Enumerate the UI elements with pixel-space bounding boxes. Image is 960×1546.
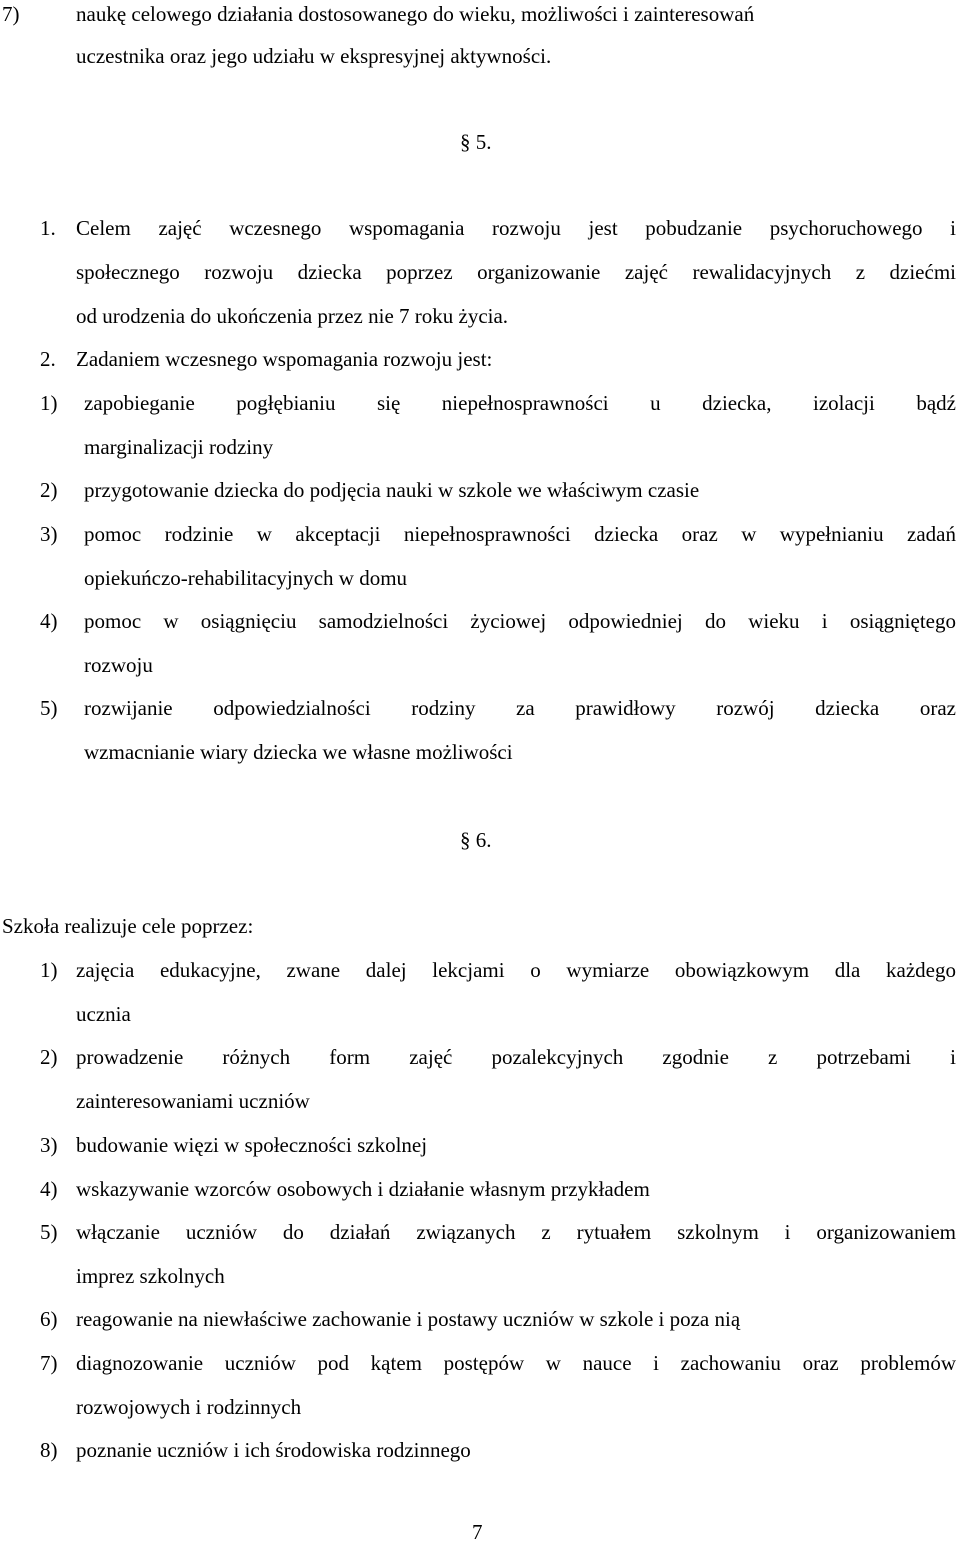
- list-item-number: 3): [40, 522, 58, 546]
- list-item-text-continued: opiekuńczo-rehabilitacyjnych w domu: [84, 566, 408, 590]
- paragraph-text: Celem zajęć wczesnego wspomagania rozwoju jest pobudzanie psychoruchowego i: [76, 216, 956, 240]
- list-item-text: przygotowanie dziecka do podjęcia nauki w szkole we właściwym czasie: [84, 478, 700, 502]
- list-item-text: naukę celowego działania dostosowanego do wieku, możliwości i zainteresowań: [76, 2, 755, 26]
- list-item-text-continued: rozwojowych i rodzinnych: [76, 1395, 302, 1419]
- list-item-number: 5): [40, 1220, 58, 1244]
- list-item-text: diagnozowanie uczniów pod kątem postępów w nauce i zachowaniu oraz problemów: [76, 1351, 956, 1375]
- list-item-number: 2): [40, 1045, 58, 1069]
- list-item-text-continued: zainteresowaniami uczniów: [76, 1089, 310, 1113]
- list-item-text: wskazywanie wzorców osobowych i działanie własnym przykładem: [76, 1177, 650, 1201]
- paragraph-text-continued: od urodzenia do ukończenia przez nie 7 roku życia.: [76, 304, 509, 328]
- list-item-number: 1): [40, 958, 58, 982]
- paragraph-number: 2.: [40, 347, 56, 371]
- list-item-text-continued: wzmacnianie wiary dziecka we własne możliwości: [84, 740, 513, 764]
- list-item-text-continued: ucznia: [76, 1002, 131, 1026]
- list-item-number: 4): [40, 609, 58, 633]
- list-item-number: 8): [40, 1438, 58, 1462]
- list-item-text: reagowanie na niewłaściwe zachowanie i postawy uczniów w szkole i poza nią: [76, 1307, 741, 1331]
- list-item-text: zajęcia edukacyjne, zwane dalej lekcjami o wymiarze obowiązkowym dla każdego: [76, 958, 956, 982]
- list-item-text-continued: uczestnika oraz jego udziału w ekspresyjnej aktywności.: [76, 44, 552, 68]
- list-item-number: 6): [40, 1307, 58, 1331]
- paragraph-intro: Zadaniem wczesnego wspomagania rozwoju jest:: [76, 347, 493, 371]
- list-item-text-continued: imprez szkolnych: [76, 1264, 225, 1288]
- list-item-text-continued: marginalizacji rodziny: [84, 435, 274, 459]
- list-item-number: 2): [40, 478, 58, 502]
- section-intro: Szkoła realizuje cele poprzez:: [2, 914, 254, 938]
- list-item-text: zapobieganie pogłębianiu się niepełnosprawności u dziecka, izolacji bądź: [84, 391, 956, 415]
- page-number: 7: [472, 1520, 483, 1544]
- list-item-text: pomoc w osiągnięciu samodzielności życiowej odpowiedniej do wieku i osiągniętego: [84, 609, 956, 633]
- list-item-text: budowanie więzi w społeczności szkolnej: [76, 1133, 428, 1157]
- list-item-text: włączanie uczniów do działań związanych z rytuałem szkolnym i organizowaniem: [76, 1220, 956, 1244]
- section-heading-5: § 5.: [460, 130, 492, 154]
- list-item-text: poznanie uczniów i ich środowiska rodzinnego: [76, 1438, 471, 1462]
- paragraph-number: 1.: [40, 216, 56, 240]
- list-item-number: 7): [40, 1351, 58, 1375]
- list-item-text: prowadzenie różnych form zajęć pozalekcyjnych zgodnie z potrzebami i: [76, 1045, 956, 1069]
- list-item-text: rozwijanie odpowiedzialności rodziny za prawidłowy rozwój dziecka oraz: [84, 696, 956, 720]
- list-item-number: 4): [40, 1177, 58, 1201]
- list-item-number: 3): [40, 1133, 58, 1157]
- list-item-number: 5): [40, 696, 58, 720]
- list-item-text-continued: rozwoju: [84, 653, 153, 677]
- paragraph-text-continued: społecznego rozwoju dziecka poprzez organizowanie zajęć rewalidacyjnych z dziećmi: [76, 260, 956, 284]
- list-item-number: 7): [2, 2, 20, 26]
- list-item-text: pomoc rodzinie w akceptacji niepełnosprawności dziecka oraz w wypełnianiu zadań: [84, 522, 956, 546]
- section-heading-6: § 6.: [460, 828, 492, 852]
- list-item-number: 1): [40, 391, 58, 415]
